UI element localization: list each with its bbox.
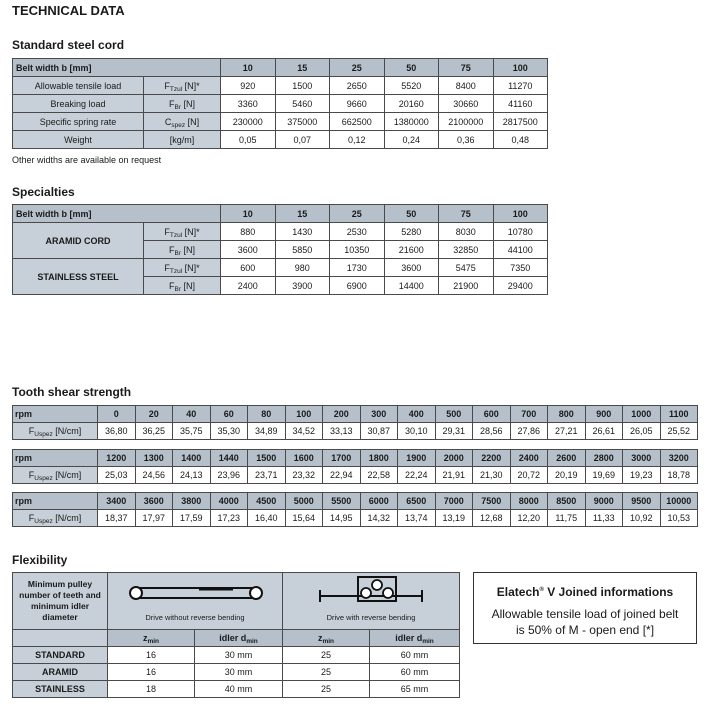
value-cell: 11270: [493, 77, 548, 95]
rpm-value: 700: [510, 406, 548, 423]
rpm-value: 1500: [248, 450, 286, 467]
rpm-value: 2200: [473, 450, 511, 467]
force-value: 25,03: [98, 467, 136, 484]
material-name: STAINLESS STEEL: [13, 259, 144, 295]
z-min-left: 16: [108, 647, 195, 664]
idler-d-min-header-right: idler $d_{min}$: [370, 630, 460, 647]
force-value: 10,92: [623, 510, 661, 527]
force-value: 24,13: [173, 467, 211, 484]
belt-width-label: Belt width b [mm]: [13, 205, 221, 223]
force-value: 26,61: [585, 423, 623, 440]
value-cell: 29400: [493, 277, 548, 295]
rpm-row: [13, 406, 698, 423]
width-header: 75: [439, 205, 494, 223]
rpm-value: 3800: [173, 493, 211, 510]
width-header: 75: [439, 59, 494, 77]
value-cell: 20160: [384, 95, 439, 113]
force-value: 25,52: [660, 423, 698, 440]
flexibility-heading: Flexibility: [12, 553, 68, 567]
drive-with-reverse-bending-figure: [283, 573, 460, 630]
rpm-value: 1440: [210, 450, 248, 467]
force-value: 17,59: [173, 510, 211, 527]
value-cell: 1500: [275, 77, 330, 95]
rpm-value: 2000: [435, 450, 473, 467]
rpm-value: 1200: [98, 450, 136, 467]
width-header: 25: [330, 205, 385, 223]
rpm-label: rpm: [13, 493, 98, 510]
rpm-value: 8000: [510, 493, 548, 510]
force-value: 35,30: [210, 423, 248, 440]
rpm-value: 2400: [510, 450, 548, 467]
flexibility-row: [13, 647, 460, 664]
value-cell: 0,24: [384, 131, 439, 149]
rpm-value: 4000: [210, 493, 248, 510]
belt-type: STAINLESS: [13, 681, 108, 698]
force-value: 12,20: [510, 510, 548, 527]
value-cell: 230000: [221, 113, 276, 131]
value-cell: 14400: [384, 277, 439, 295]
value-cell: 5520: [384, 77, 439, 95]
value-cell: 880: [221, 223, 276, 241]
value-cell: 0,05: [221, 131, 276, 149]
value-cell: 5850: [275, 241, 330, 259]
force-value: 22,58: [360, 467, 398, 484]
value-cell: 2400: [221, 277, 276, 295]
row-label: Allowable tensile load: [13, 77, 144, 95]
value-cell: 1730: [330, 259, 385, 277]
width-header: 10: [221, 205, 276, 223]
standard-steel-cord-heading: Standard steel cord: [12, 38, 125, 52]
rpm-value: 1300: [135, 450, 173, 467]
force-label: $F_{Uspez}$ [N/cm]: [13, 510, 98, 527]
value-cell: 600: [221, 259, 276, 277]
value-cell: 30660: [439, 95, 494, 113]
other-widths-note: Other widths are available on request: [12, 155, 162, 165]
page-title: TECHNICAL DATA: [12, 3, 125, 18]
rpm-value: 1700: [323, 450, 361, 467]
force-value: 30,10: [398, 423, 436, 440]
force-value: 36,80: [98, 423, 136, 440]
value-cell: 0,07: [275, 131, 330, 149]
idler-d-min-header-left: idler $d_{min}$: [195, 630, 283, 647]
drive-with-reverse-bending-icon: [286, 573, 456, 609]
value-cell: 980: [275, 259, 330, 277]
rpm-value: 4500: [248, 493, 286, 510]
z-min-right: 25: [283, 647, 370, 664]
value-cell: 0,12: [330, 131, 385, 149]
row-symbol: $F_{Br}$ [N]: [144, 95, 221, 113]
rpm-value: 800: [548, 406, 586, 423]
idler-d-min-right: 60 mm: [370, 647, 460, 664]
z-min-header-left: $z_{min}$: [108, 630, 195, 647]
force-value: 22,24: [398, 467, 436, 484]
idler-d-min-left: 30 mm: [195, 647, 283, 664]
rpm-value: 80: [248, 406, 286, 423]
width-header: 15: [275, 59, 330, 77]
row-symbol: $F_{Tzul}$ [N]*: [144, 223, 221, 241]
rpm-value: 20: [135, 406, 173, 423]
force-value: 15,64: [285, 510, 323, 527]
force-value: 16,40: [248, 510, 286, 527]
value-cell: 10350: [330, 241, 385, 259]
rpm-row: [13, 450, 698, 467]
flexibility-row: [13, 681, 460, 698]
rpm-value: 3600: [135, 493, 173, 510]
rpm-value: 200: [323, 406, 361, 423]
rpm-value: 1400: [173, 450, 211, 467]
z-min-left: 16: [108, 664, 195, 681]
force-value: 20,19: [548, 467, 586, 484]
value-cell: 2650: [330, 77, 385, 95]
rpm-value: 5500: [323, 493, 361, 510]
force-value: 19,23: [623, 467, 661, 484]
force-value: 36,25: [135, 423, 173, 440]
idler-d-min-right: 60 mm: [370, 664, 460, 681]
rpm-label: rpm: [13, 406, 98, 423]
value-cell: 9660: [330, 95, 385, 113]
tooth-shear-table: [12, 449, 698, 484]
force-row: [13, 423, 698, 440]
rpm-value: 60: [210, 406, 248, 423]
material-name: ARAMID CORD: [13, 223, 144, 259]
rpm-value: 5000: [285, 493, 323, 510]
rpm-value: 1900: [398, 450, 436, 467]
specialties-table: [12, 204, 548, 295]
rpm-value: 3000: [623, 450, 661, 467]
value-cell: 8030: [439, 223, 494, 241]
rpm-value: 6000: [360, 493, 398, 510]
force-value: 24,56: [135, 467, 173, 484]
rpm-value: 400: [398, 406, 436, 423]
force-value: 23,71: [248, 467, 286, 484]
standard-row: [13, 131, 548, 149]
rpm-value: 9000: [585, 493, 623, 510]
rpm-value: 1000: [623, 406, 661, 423]
drive-without-reverse-bending-figure: [108, 573, 283, 630]
rpm-value: 9500: [623, 493, 661, 510]
rpm-value: 1100: [660, 406, 698, 423]
width-header: 15: [275, 205, 330, 223]
force-value: 11,75: [548, 510, 586, 527]
flexibility-row: [13, 664, 460, 681]
tooth-shear-table: [12, 405, 698, 440]
tooth-shear-table: [12, 492, 698, 527]
rpm-value: 2800: [585, 450, 623, 467]
z-min-header-right: $z_{min}$: [283, 630, 370, 647]
force-value: 30,87: [360, 423, 398, 440]
value-cell: 1430: [275, 223, 330, 241]
value-cell: 2100000: [439, 113, 494, 131]
force-value: 17,23: [210, 510, 248, 527]
value-cell: 2817500: [493, 113, 548, 131]
z-min-right: 25: [283, 664, 370, 681]
row-symbol: $F_{Tzul}$ [N]*: [144, 77, 221, 95]
force-value: 23,96: [210, 467, 248, 484]
rpm-value: 1600: [285, 450, 323, 467]
force-value: 29,31: [435, 423, 473, 440]
value-cell: 5475: [439, 259, 494, 277]
width-header: 100: [493, 205, 548, 223]
rpm-value: 3400: [98, 493, 136, 510]
caption-drive-with-reverse-bending: Drive with reverse bending: [326, 613, 416, 622]
value-cell: 3900: [275, 277, 330, 295]
row-symbol: [kg/m]: [144, 131, 221, 149]
value-cell: 5460: [275, 95, 330, 113]
z-min-left: 18: [108, 681, 195, 698]
force-value: 14,95: [323, 510, 361, 527]
rpm-value: 6500: [398, 493, 436, 510]
info-line-1: Allowable tensile load of joined belt: [491, 607, 679, 621]
specialties-row: [13, 223, 548, 241]
standard-row: [13, 95, 548, 113]
belt-type: ARAMID: [13, 664, 108, 681]
value-cell: 0,36: [439, 131, 494, 149]
force-value: 13,74: [398, 510, 436, 527]
width-header: 50: [384, 59, 439, 77]
force-value: 26,05: [623, 423, 661, 440]
force-row: [13, 467, 698, 484]
flexibility-table: [12, 572, 460, 698]
force-value: 12,68: [473, 510, 511, 527]
value-cell: 8400: [439, 77, 494, 95]
value-cell: 41160: [493, 95, 548, 113]
rpm-value: 600: [473, 406, 511, 423]
force-value: 21,91: [435, 467, 473, 484]
force-value: 11,33: [585, 510, 623, 527]
rpm-value: 10000: [660, 493, 698, 510]
value-cell: 2530: [330, 223, 385, 241]
value-cell: 44100: [493, 241, 548, 259]
standard-header-row: [13, 59, 548, 77]
idler-d-min-right: 65 mm: [370, 681, 460, 698]
joined-belt-info-box: [473, 572, 697, 644]
force-value: 20,72: [510, 467, 548, 484]
rpm-value: 8500: [548, 493, 586, 510]
value-cell: 6900: [330, 277, 385, 295]
idler-d-min-left: 30 mm: [195, 664, 283, 681]
value-cell: 21900: [439, 277, 494, 295]
drive-without-reverse-bending-icon: [111, 573, 281, 609]
force-value: 10,53: [660, 510, 698, 527]
force-label: $F_{Uspez}$ [N/cm]: [13, 423, 98, 440]
force-value: 19,69: [585, 467, 623, 484]
row-symbol: $F_{Tzul}$ [N]*: [144, 259, 221, 277]
value-cell: 7350: [493, 259, 548, 277]
value-cell: 0,48: [493, 131, 548, 149]
rpm-label: rpm: [13, 450, 98, 467]
force-row: [13, 510, 698, 527]
rpm-value: 0: [98, 406, 136, 423]
force-value: 17,97: [135, 510, 173, 527]
rpm-value: 2600: [548, 450, 586, 467]
value-cell: 32850: [439, 241, 494, 259]
rpm-value: 7500: [473, 493, 511, 510]
specialties-heading: Specialties: [12, 185, 75, 199]
row-symbol: $F_{Br}$ [N]: [144, 277, 221, 295]
force-value: 34,52: [285, 423, 323, 440]
z-min-right: 25: [283, 681, 370, 698]
force-value: 18,78: [660, 467, 698, 484]
value-cell: 3600: [384, 259, 439, 277]
belt-width-label: Belt width b [mm]: [13, 59, 221, 77]
standard-row: [13, 77, 548, 95]
idler-d-min-left: 40 mm: [195, 681, 283, 698]
row-label: Weight: [13, 131, 144, 149]
rpm-value: 900: [585, 406, 623, 423]
rpm-value: 100: [285, 406, 323, 423]
rpm-row: [13, 493, 698, 510]
force-value: 23,32: [285, 467, 323, 484]
row-symbol: $C_{spez}$ [N]: [144, 113, 221, 131]
value-cell: 920: [221, 77, 276, 95]
force-value: 27,21: [548, 423, 586, 440]
value-cell: 10780: [493, 223, 548, 241]
row-label: Breaking load: [13, 95, 144, 113]
force-value: 34,89: [248, 423, 286, 440]
rpm-value: 3200: [660, 450, 698, 467]
force-value: 14,32: [360, 510, 398, 527]
rpm-value: 300: [360, 406, 398, 423]
value-cell: 375000: [275, 113, 330, 131]
tooth-shear-strength-heading: Tooth shear strength: [12, 385, 132, 399]
flexibility-corner-label: Minimum pulley number of teeth and minimum idler diameter: [13, 573, 108, 630]
rpm-value: 7000: [435, 493, 473, 510]
force-value: 13,19: [435, 510, 473, 527]
caption-drive-without-reverse-bending: Drive without reverse bending: [145, 613, 245, 622]
force-value: 33,13: [323, 423, 361, 440]
belt-type: STANDARD: [13, 647, 108, 664]
force-value: 18,37: [98, 510, 136, 527]
value-cell: 3360: [221, 95, 276, 113]
rpm-value: 500: [435, 406, 473, 423]
value-cell: 5280: [384, 223, 439, 241]
force-value: 27,86: [510, 423, 548, 440]
rpm-value: 40: [173, 406, 211, 423]
row-label: Specific spring rate: [13, 113, 144, 131]
info-title: Elatech® V Joined informations: [496, 585, 674, 599]
width-header: 50: [384, 205, 439, 223]
row-symbol: $F_{Br}$ [N]: [144, 241, 221, 259]
value-cell: 1380000: [384, 113, 439, 131]
standard-steel-cord-table: [12, 58, 548, 149]
specialties-row: [13, 259, 548, 277]
value-cell: 662500: [330, 113, 385, 131]
value-cell: 3600: [221, 241, 276, 259]
specialties-header-row: [13, 205, 548, 223]
force-value: 21,30: [473, 467, 511, 484]
width-header: 25: [330, 59, 385, 77]
force-value: 35,75: [173, 423, 211, 440]
info-line-2: is 50% of M - open end [*]: [515, 623, 655, 637]
value-cell: 21600: [384, 241, 439, 259]
rpm-value: 1800: [360, 450, 398, 467]
width-header: 10: [221, 59, 276, 77]
force-value: 28,56: [473, 423, 511, 440]
width-header: 100: [493, 59, 548, 77]
standard-row: [13, 113, 548, 131]
force-value: 22,94: [323, 467, 361, 484]
force-label: $F_{Uspez}$ [N/cm]: [13, 467, 98, 484]
